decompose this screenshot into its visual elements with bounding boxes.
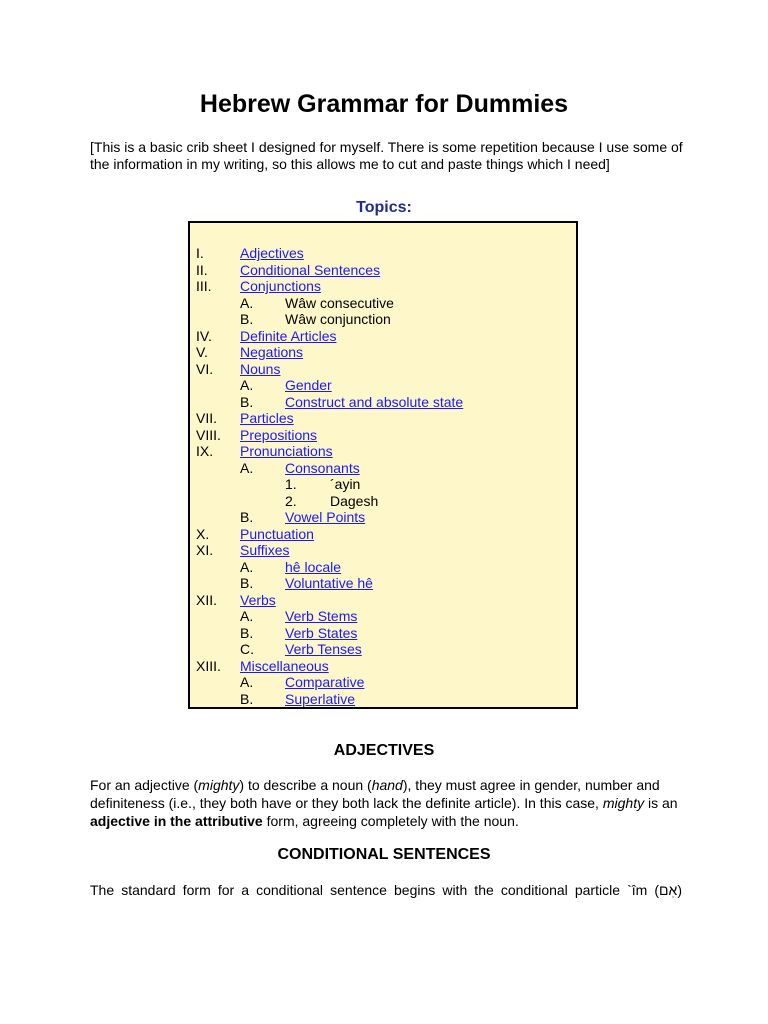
adjectives-bold-phrase: adjective in the attributive	[90, 813, 263, 829]
toc-item-number: II.	[196, 261, 208, 278]
adjectives-text: ), they must agree in gender, number and definiteness (i.e., they both have or they both lack the definite article). In this case,	[90, 777, 660, 811]
adjectives-text: is an	[644, 795, 678, 811]
toc-item-link[interactable]: Construct and absolute state	[285, 393, 464, 410]
intro-paragraph: [This is a basic crib sheet I designed for myself. There is some repetition because I use some of the information in my writing, so this allows me to cut and paste things which I need]	[90, 139, 683, 172]
conditional-paragraph: The standard form for a conditional sentence begins with the conditional particle `îm (אִם)	[90, 882, 682, 898]
toc-item-number: A.	[240, 608, 254, 624]
toc-item-link[interactable]: Adjectives	[240, 245, 304, 261]
toc-item-number: B.	[240, 393, 254, 410]
adjectives-term-hand: hand	[371, 777, 403, 793]
toc-item-number: C.	[240, 641, 254, 657]
adjectives-term-mighty: mighty	[602, 795, 645, 811]
toc-item-number: XIII.	[196, 657, 221, 674]
toc-item-number: XII.	[196, 591, 218, 608]
toc-item-link[interactable]: Comparative	[285, 674, 365, 690]
toc-item-number: VI.	[196, 360, 214, 377]
adjectives-text: ) to describe a noun (	[239, 777, 372, 793]
topics-heading: Topics:	[356, 199, 412, 216]
toc-item-link[interactable]: Superlative	[285, 690, 356, 707]
adjectives-text: For an adjective (	[90, 777, 199, 793]
toc-item-link[interactable]: Verbs	[240, 591, 276, 608]
adjectives-term-mighty: mighty	[198, 777, 240, 793]
toc-item-link[interactable]: Conditional Sentences	[240, 261, 381, 278]
toc-item-number: B.	[240, 690, 254, 707]
toc-item-link[interactable]: Nouns	[240, 360, 281, 377]
toc-item-label: Wâw consecutive	[285, 294, 394, 311]
toc-item-link[interactable]: Miscellaneous	[240, 657, 329, 674]
table-of-contents	[188, 221, 578, 709]
toc-item-number: IX.	[196, 443, 214, 459]
toc-item-link[interactable]: Particles	[240, 410, 294, 426]
toc-item-number: 1.	[285, 476, 297, 492]
toc-item-link[interactable]: Verb Tenses	[285, 641, 362, 657]
toc-item-link[interactable]: Punctuation	[240, 525, 314, 542]
toc-item-number: X.	[196, 525, 210, 542]
section-heading-adjectives: ADJECTIVES	[333, 742, 435, 759]
toc-item-number: A.	[240, 558, 254, 575]
page-title: Hebrew Grammar for Dummies	[199, 90, 569, 118]
toc-item-link[interactable]: Negations	[240, 344, 304, 360]
adjectives-paragraph	[90, 776, 682, 830]
toc-item-link[interactable]: Consonants	[285, 459, 360, 476]
toc-item-link[interactable]: Verb Stems	[285, 608, 358, 624]
toc-item-link[interactable]: Pronunciations	[240, 443, 333, 459]
toc-item-number: XI.	[196, 542, 214, 558]
toc-item-number: VIII.	[196, 426, 221, 443]
adjectives-text: form, agreeing completely with the noun.	[262, 813, 519, 829]
toc-item-link[interactable]: Definite Articles	[240, 327, 337, 344]
toc-item-link[interactable]: Prepositions	[240, 426, 318, 443]
toc-item-number: I.	[196, 245, 204, 261]
toc-item-link[interactable]: Voluntative hê	[285, 575, 373, 591]
toc-item-link[interactable]: hê locale	[285, 558, 342, 575]
toc-item-number: B.	[240, 509, 254, 525]
toc-item-number: III.	[196, 278, 212, 294]
toc-item-link[interactable]: Conjunctions	[240, 278, 321, 294]
toc-item-label: Dagesh	[330, 492, 379, 509]
section-heading-conditional-sentences: CONDITIONAL SENTENCES	[277, 846, 491, 863]
toc-item-number: VII.	[196, 410, 218, 426]
toc-item-number: B.	[240, 575, 254, 591]
toc-item-number: A.	[240, 459, 254, 476]
toc-item-link[interactable]: Gender	[285, 377, 332, 393]
toc-item-link[interactable]: Vowel Points	[285, 509, 366, 525]
toc-item-number: B.	[240, 311, 254, 327]
toc-item-link[interactable]: Suffixes	[240, 542, 290, 558]
toc-item-link[interactable]: Verb States	[285, 624, 358, 641]
toc-item-number: IV.	[196, 327, 212, 344]
toc-item-number: B.	[240, 624, 254, 641]
toc-item-number: 2.	[285, 492, 297, 509]
toc-item-number: A.	[240, 294, 254, 311]
toc-item-label: Wâw conjunction	[285, 311, 391, 327]
toc-item-number: A.	[240, 377, 254, 393]
toc-item-label: ´ayin	[330, 476, 361, 492]
toc-item-number: V.	[196, 344, 208, 360]
toc-item-number: A.	[240, 674, 254, 690]
